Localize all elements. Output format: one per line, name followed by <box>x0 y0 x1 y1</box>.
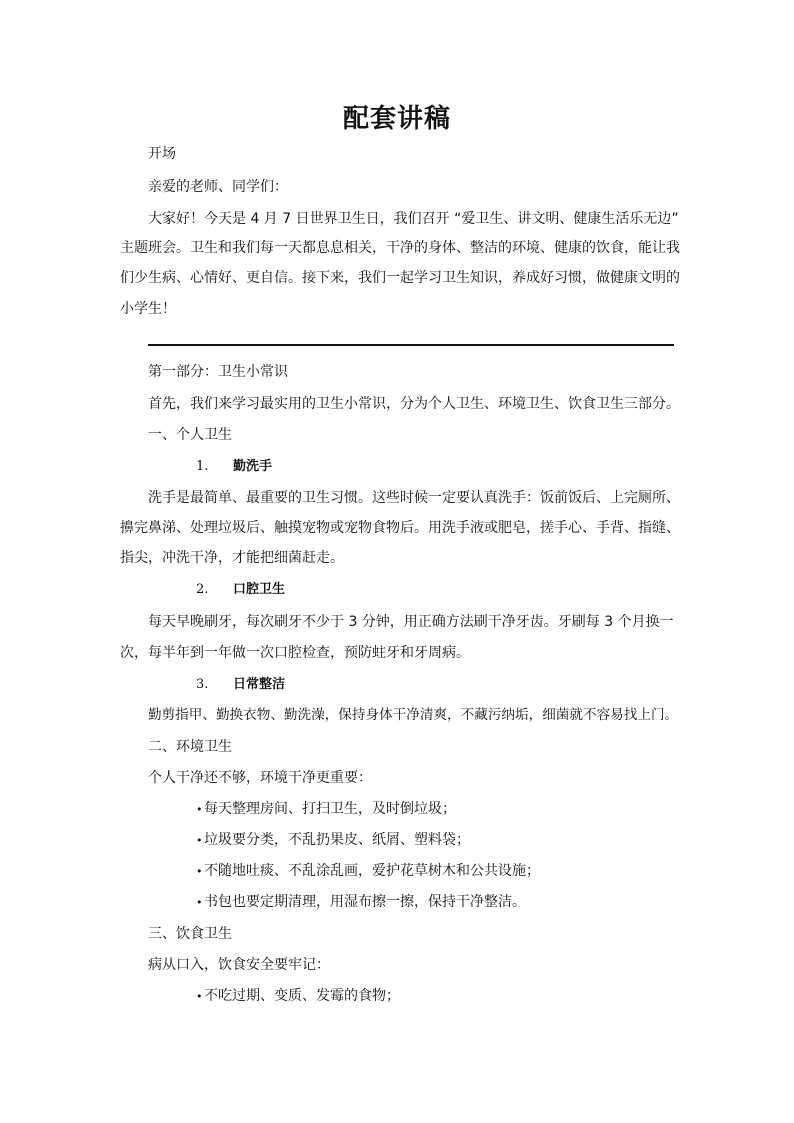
list-item: • 垃圾要分类，不乱扔果皮、纸屑、塑料袋； <box>196 830 470 851</box>
tidiness-line-1: 勤剪指甲、勤换衣物、勤洗澡，保持身体干净清爽，不藏污纳垢，细菌就不容易找上门。 <box>148 707 679 723</box>
oral-line-1: 每天早晚刷牙，每次刷牙不少于 3 分钟，用正确方法刷干净牙齿。牙刷每 3 个月换一 <box>148 614 674 630</box>
section2-intro: 个人干净还不够，环境干净更重要： <box>148 770 372 786</box>
section3-heading: 三、饮食卫生 <box>148 926 232 942</box>
page-title: 配套讲稿 <box>342 104 451 134</box>
item-number: 3. <box>196 677 209 692</box>
part1-heading: 第一部分：卫生小常识 <box>148 364 288 380</box>
list-item: • 书包也要定期清理，用湿布擦一擦，保持干净整洁。 <box>196 892 526 913</box>
section2-heading: 二、环境卫生 <box>148 739 232 755</box>
list-item: • 不吃过期、变质、发霉的食物； <box>196 986 400 1007</box>
opening-line-2: 主题班会。卫生和我们每一天都息息相关，干净的身体、整洁的环境、健康的饮食，能让我 <box>120 240 680 256</box>
bullet-icon: • <box>196 896 203 909</box>
item-number: 1. <box>196 459 209 474</box>
section-divider <box>148 344 674 346</box>
opening-line-1: 大家好！今天是 4 月 7 日世界卫生日，我们召开 “爱卫生、讲文明、健康生活乐无边” <box>148 211 679 227</box>
item-title-oral-hygiene: 口腔卫生 <box>233 582 286 597</box>
handwashing-line-3: 指尖，冲洗干净，才能把细菌赶走。 <box>120 550 344 566</box>
opening-heading: 开场 <box>148 146 176 162</box>
oral-line-2: 次，每半年到一年做一次口腔检查，预防蛀牙和牙周病。 <box>120 645 470 661</box>
item-number: 2. <box>196 582 209 597</box>
list-item: • 不随地吐痰、不乱涂乱画，爱护花草树木和公共设施； <box>196 861 540 882</box>
item-title-handwashing: 勤洗手 <box>233 459 273 474</box>
bullet-icon: • <box>196 834 203 847</box>
handwashing-line-2: 擤完鼻涕、处理垃圾后、触摸宠物或宠物食物后。用洗手液或肥皂，搓手心、手背、指缝、 <box>120 520 680 536</box>
bullet-icon: • <box>196 990 203 1003</box>
opening-line-4: 小学生！ <box>120 301 176 317</box>
opening-line-3: 们少生病、心情好、更自信。接下来，我们一起学习卫生知识，养成好习惯，做健康文明的 <box>120 270 680 286</box>
handwashing-line-1: 洗手是最简单、最重要的卫生习惯。这些时候一定要认真洗手：饭前饭后、上完厕所、 <box>148 490 680 506</box>
section1-heading: 一、个人卫生 <box>148 427 232 443</box>
list-item: • 每天整理房间、打扫卫生，及时倒垃圾； <box>196 799 456 820</box>
bullet-icon: • <box>196 803 203 816</box>
section3-intro: 病从口入，饮食安全要牢记： <box>148 957 330 973</box>
part1-intro: 首先，我们来学习最实用的卫生小常识，分为个人卫生、环境卫生、饮食卫生三部分。 <box>148 396 680 412</box>
greeting: 亲爱的老师、同学们： <box>148 179 288 195</box>
item-title-daily-tidiness: 日常整洁 <box>233 677 286 692</box>
bullet-icon: • <box>196 865 203 878</box>
